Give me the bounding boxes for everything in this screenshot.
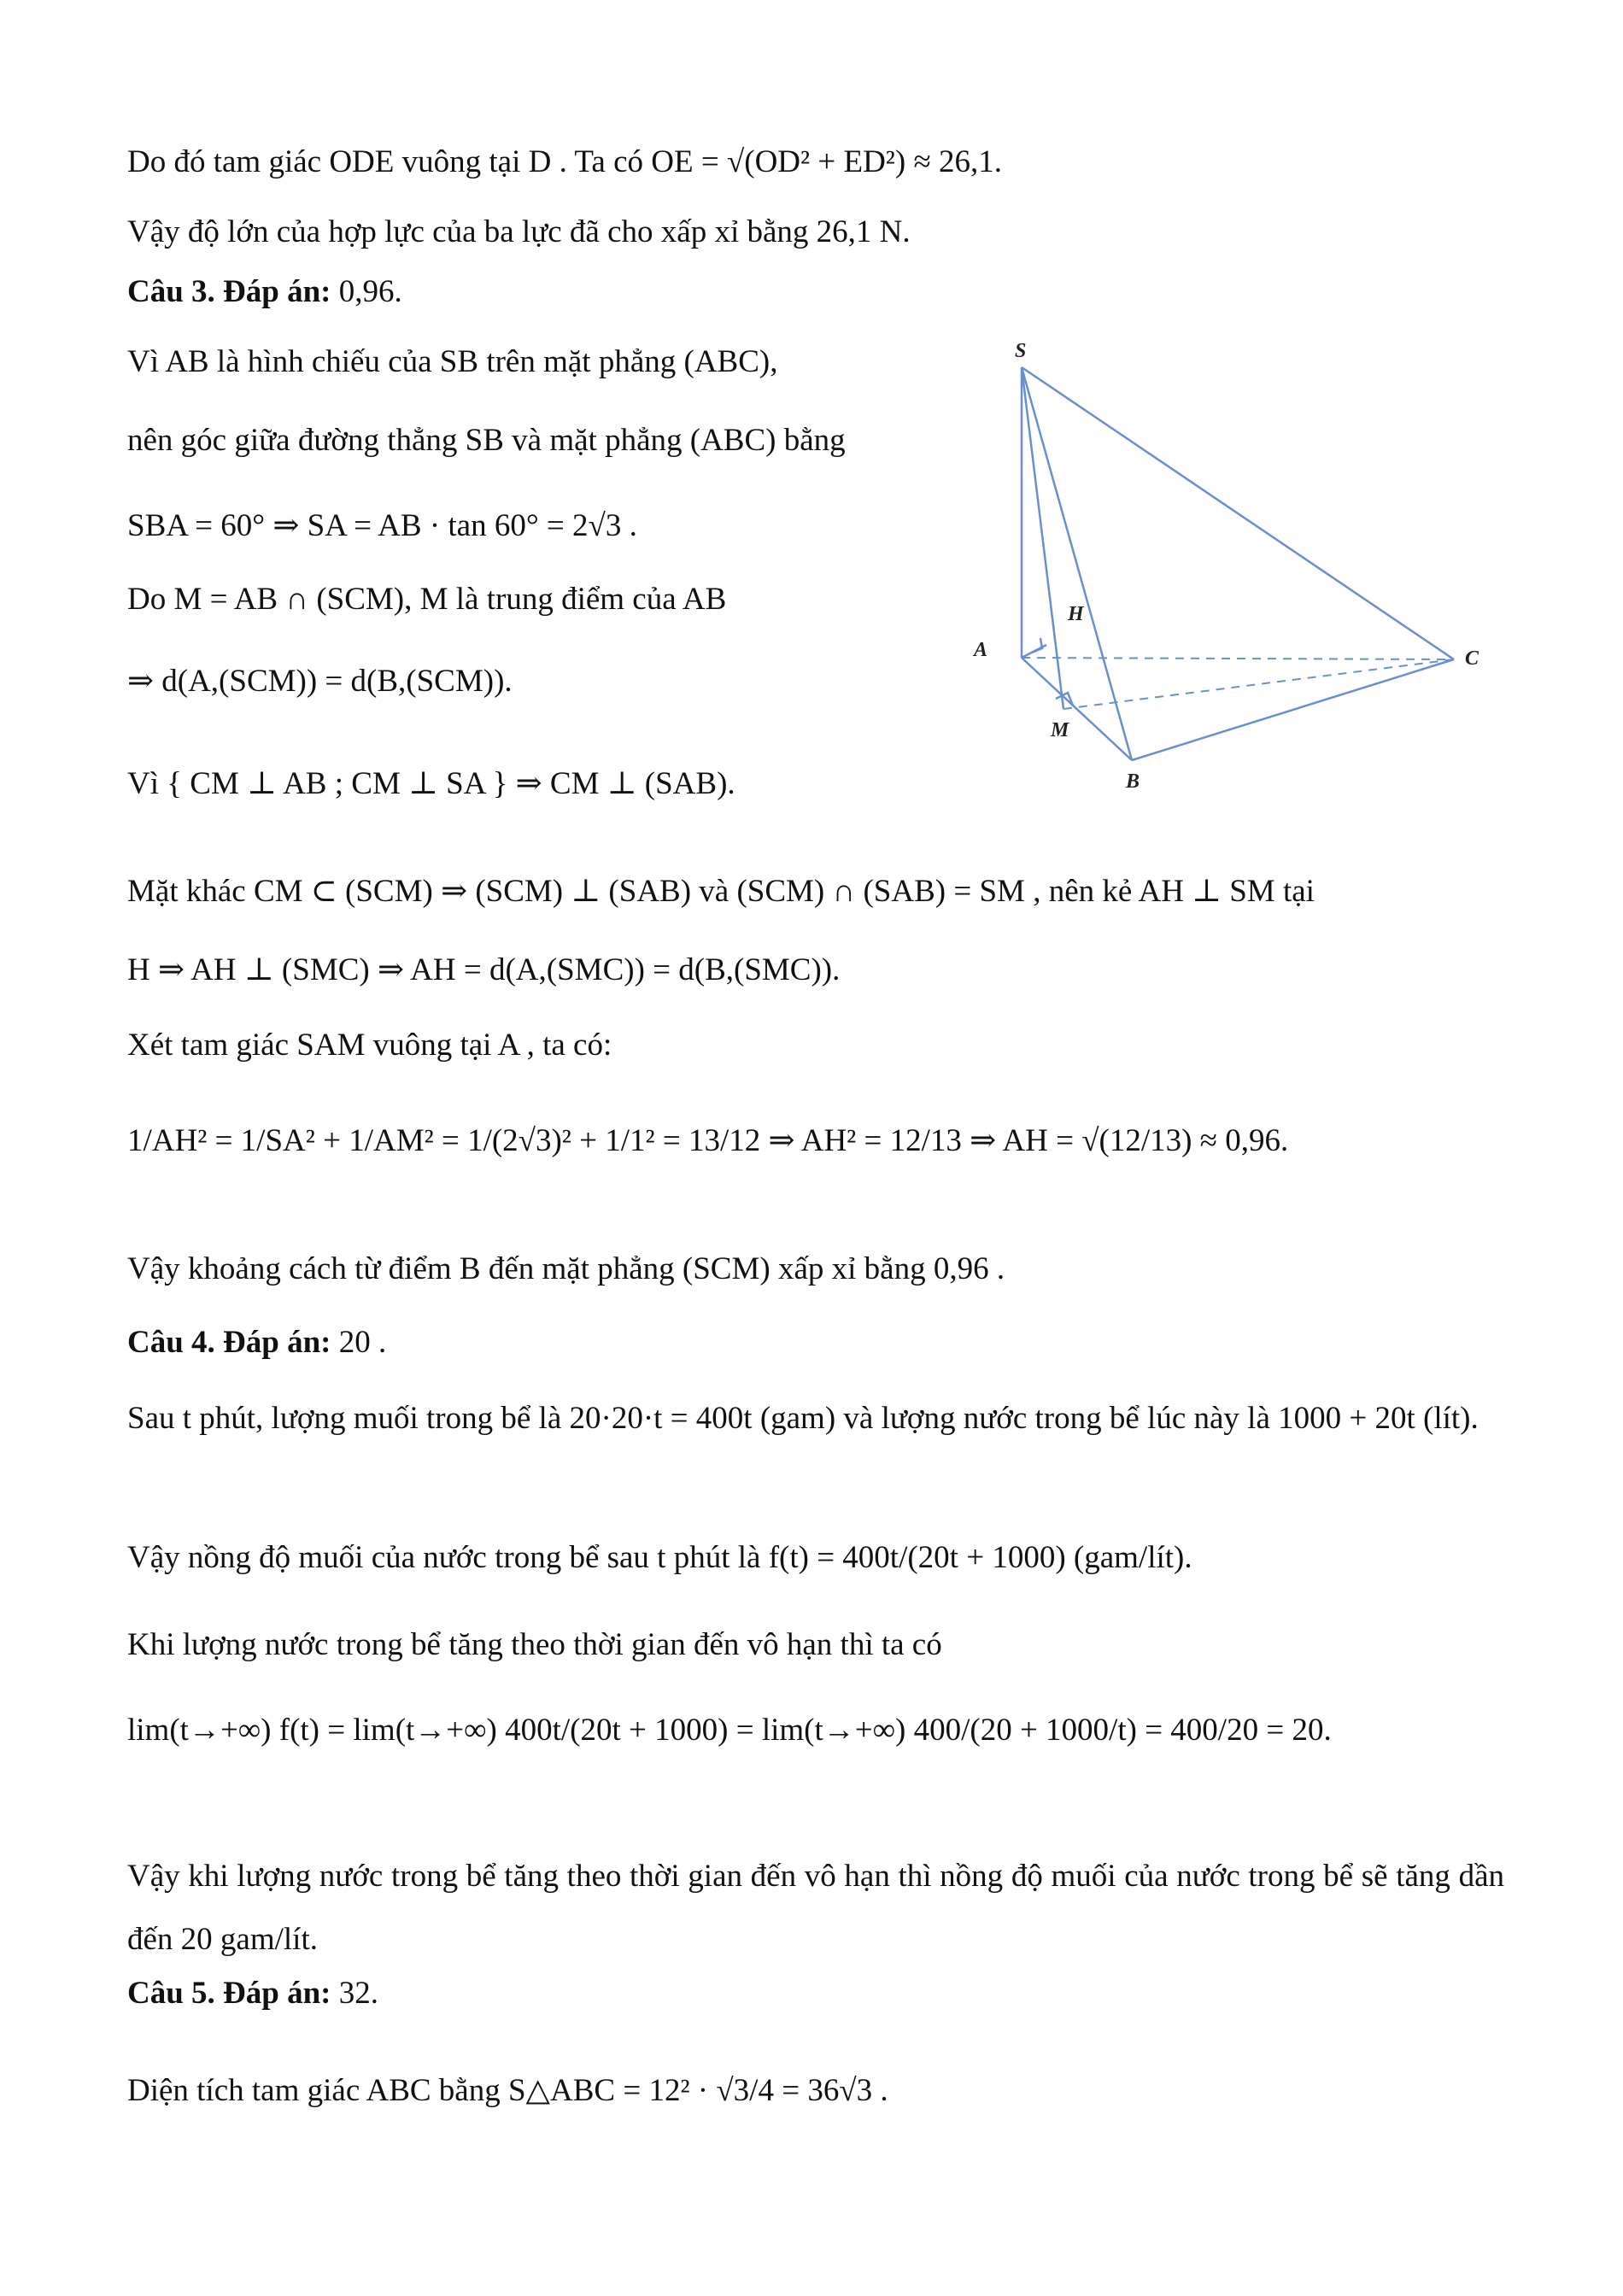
heading-label: Câu 4. Đáp án: <box>127 1325 331 1360</box>
math-line: H ⇒ AH ⊥ (SMC) ⇒ AH = d(A,(SMC)) = d(B,(SMC)). <box>127 952 841 987</box>
heading-label: Câu 3. Đáp án: <box>127 274 331 309</box>
vertex-label-A: A <box>974 639 988 661</box>
segment-MC-hidden <box>1063 659 1454 709</box>
text-line: Mặt khác CM ⊂ (SCM) ⇒ (SCM) ⊥ (SAB) và (SCM) ∩ (SAB) = SM , nên kẻ AH ⊥ SM tại <box>127 874 1315 909</box>
math-line: ⇒ d(A,(SCM)) = d(B,(SCM)). <box>127 664 513 699</box>
vertex-label-S: S <box>1015 340 1027 362</box>
question-5-heading <box>127 1973 378 2014</box>
text-line: Vì AB là hình chiếu của SB trên mặt phẳng (ABC), <box>127 344 778 379</box>
math-line: SBA = 60° ⇒ SA = AB · tan 60° = 2√3 . <box>127 508 637 543</box>
text-line: nên góc giữa đường thẳng SB và mặt phẳng (ABC) bằng <box>127 423 846 458</box>
heading-label: Câu 5. Đáp án: <box>127 1976 331 2011</box>
point-label-M: M <box>1051 719 1069 741</box>
math-line: lim(t→+∞) f(t) = lim(t→+∞) 400t/(20t + 1000) = lim(t→+∞) 400/(20 + 1000/t) = 400/20 = 20. <box>127 1713 1332 1748</box>
question-4-heading <box>127 1322 386 1363</box>
pyramid-figure <box>948 333 1503 811</box>
heading-answer: 32. <box>331 1976 378 2011</box>
text-line: Khi lượng nước trong bể tăng theo thời gian đến vô hạn thì ta có <box>127 1627 942 1662</box>
right-angle-H <box>1032 638 1042 653</box>
edge-AB <box>1022 658 1132 760</box>
text-line: Vậy độ lớn của hợp lực của ba lực đã cho xấp xỉ bằng 26,1 N. <box>127 214 911 249</box>
math-line: 1/AH² = 1/SA² + 1/AM² = 1/(2√3)² + 1/1² = 13/12 ⇒ AH² = 12/13 ⇒ AH = √(12/13) ≈ 0,96. <box>127 1123 1289 1158</box>
heading-answer: 20 . <box>331 1325 387 1360</box>
edge-AC-hidden <box>1022 658 1454 659</box>
text-paragraph: Vậy khi lượng nước trong bể tăng theo thời gian đến vô hạn thì nồng độ muối của nước trong bể sẽ tăng dần đến 20 gam/lít. <box>127 1859 1504 1957</box>
math-line: Diện tích tam giác ABC bằng S△ABC = 12² · √3/4 = 36√3 . <box>127 2073 888 2108</box>
heading-answer: 0,96. <box>331 274 402 309</box>
text-line: Xét tam giác SAM vuông tại A , ta có: <box>127 1028 612 1063</box>
text-line: Vậy khoảng cách từ điểm B đến mặt phẳng (SCM) xấp xỉ bằng 0,96 . <box>127 1251 1005 1286</box>
vertex-label-B: B <box>1126 770 1140 793</box>
point-label-H: H <box>1068 603 1084 625</box>
edge-SB <box>1022 367 1132 760</box>
edge-SC <box>1022 367 1454 659</box>
math-line: Vậy nồng độ muối của nước trong bể sau t phút là f(t) = 400t/(20t + 1000) (gam/lít). <box>127 1540 1192 1575</box>
vertex-label-C: C <box>1465 647 1479 670</box>
text-paragraph: Sau t phút, lượng muối trong bể là 20·20·t = 400t (gam) và lượng nước trong bể lúc này là 1000 + 20t (lít). <box>127 1401 1479 1436</box>
edge-BC <box>1132 659 1454 760</box>
text-line: Do đó tam giác ODE vuông tại D . Ta có OE = √(OD² + ED²) ≈ 26,1. <box>127 144 1003 179</box>
question-3-heading <box>127 272 402 313</box>
text-line: Do M = AB ∩ (SCM), M là trung điểm của AB <box>127 582 727 617</box>
math-line: Vì { CM ⊥ AB ; CM ⊥ SA } ⇒ CM ⊥ (SAB). <box>127 766 735 801</box>
